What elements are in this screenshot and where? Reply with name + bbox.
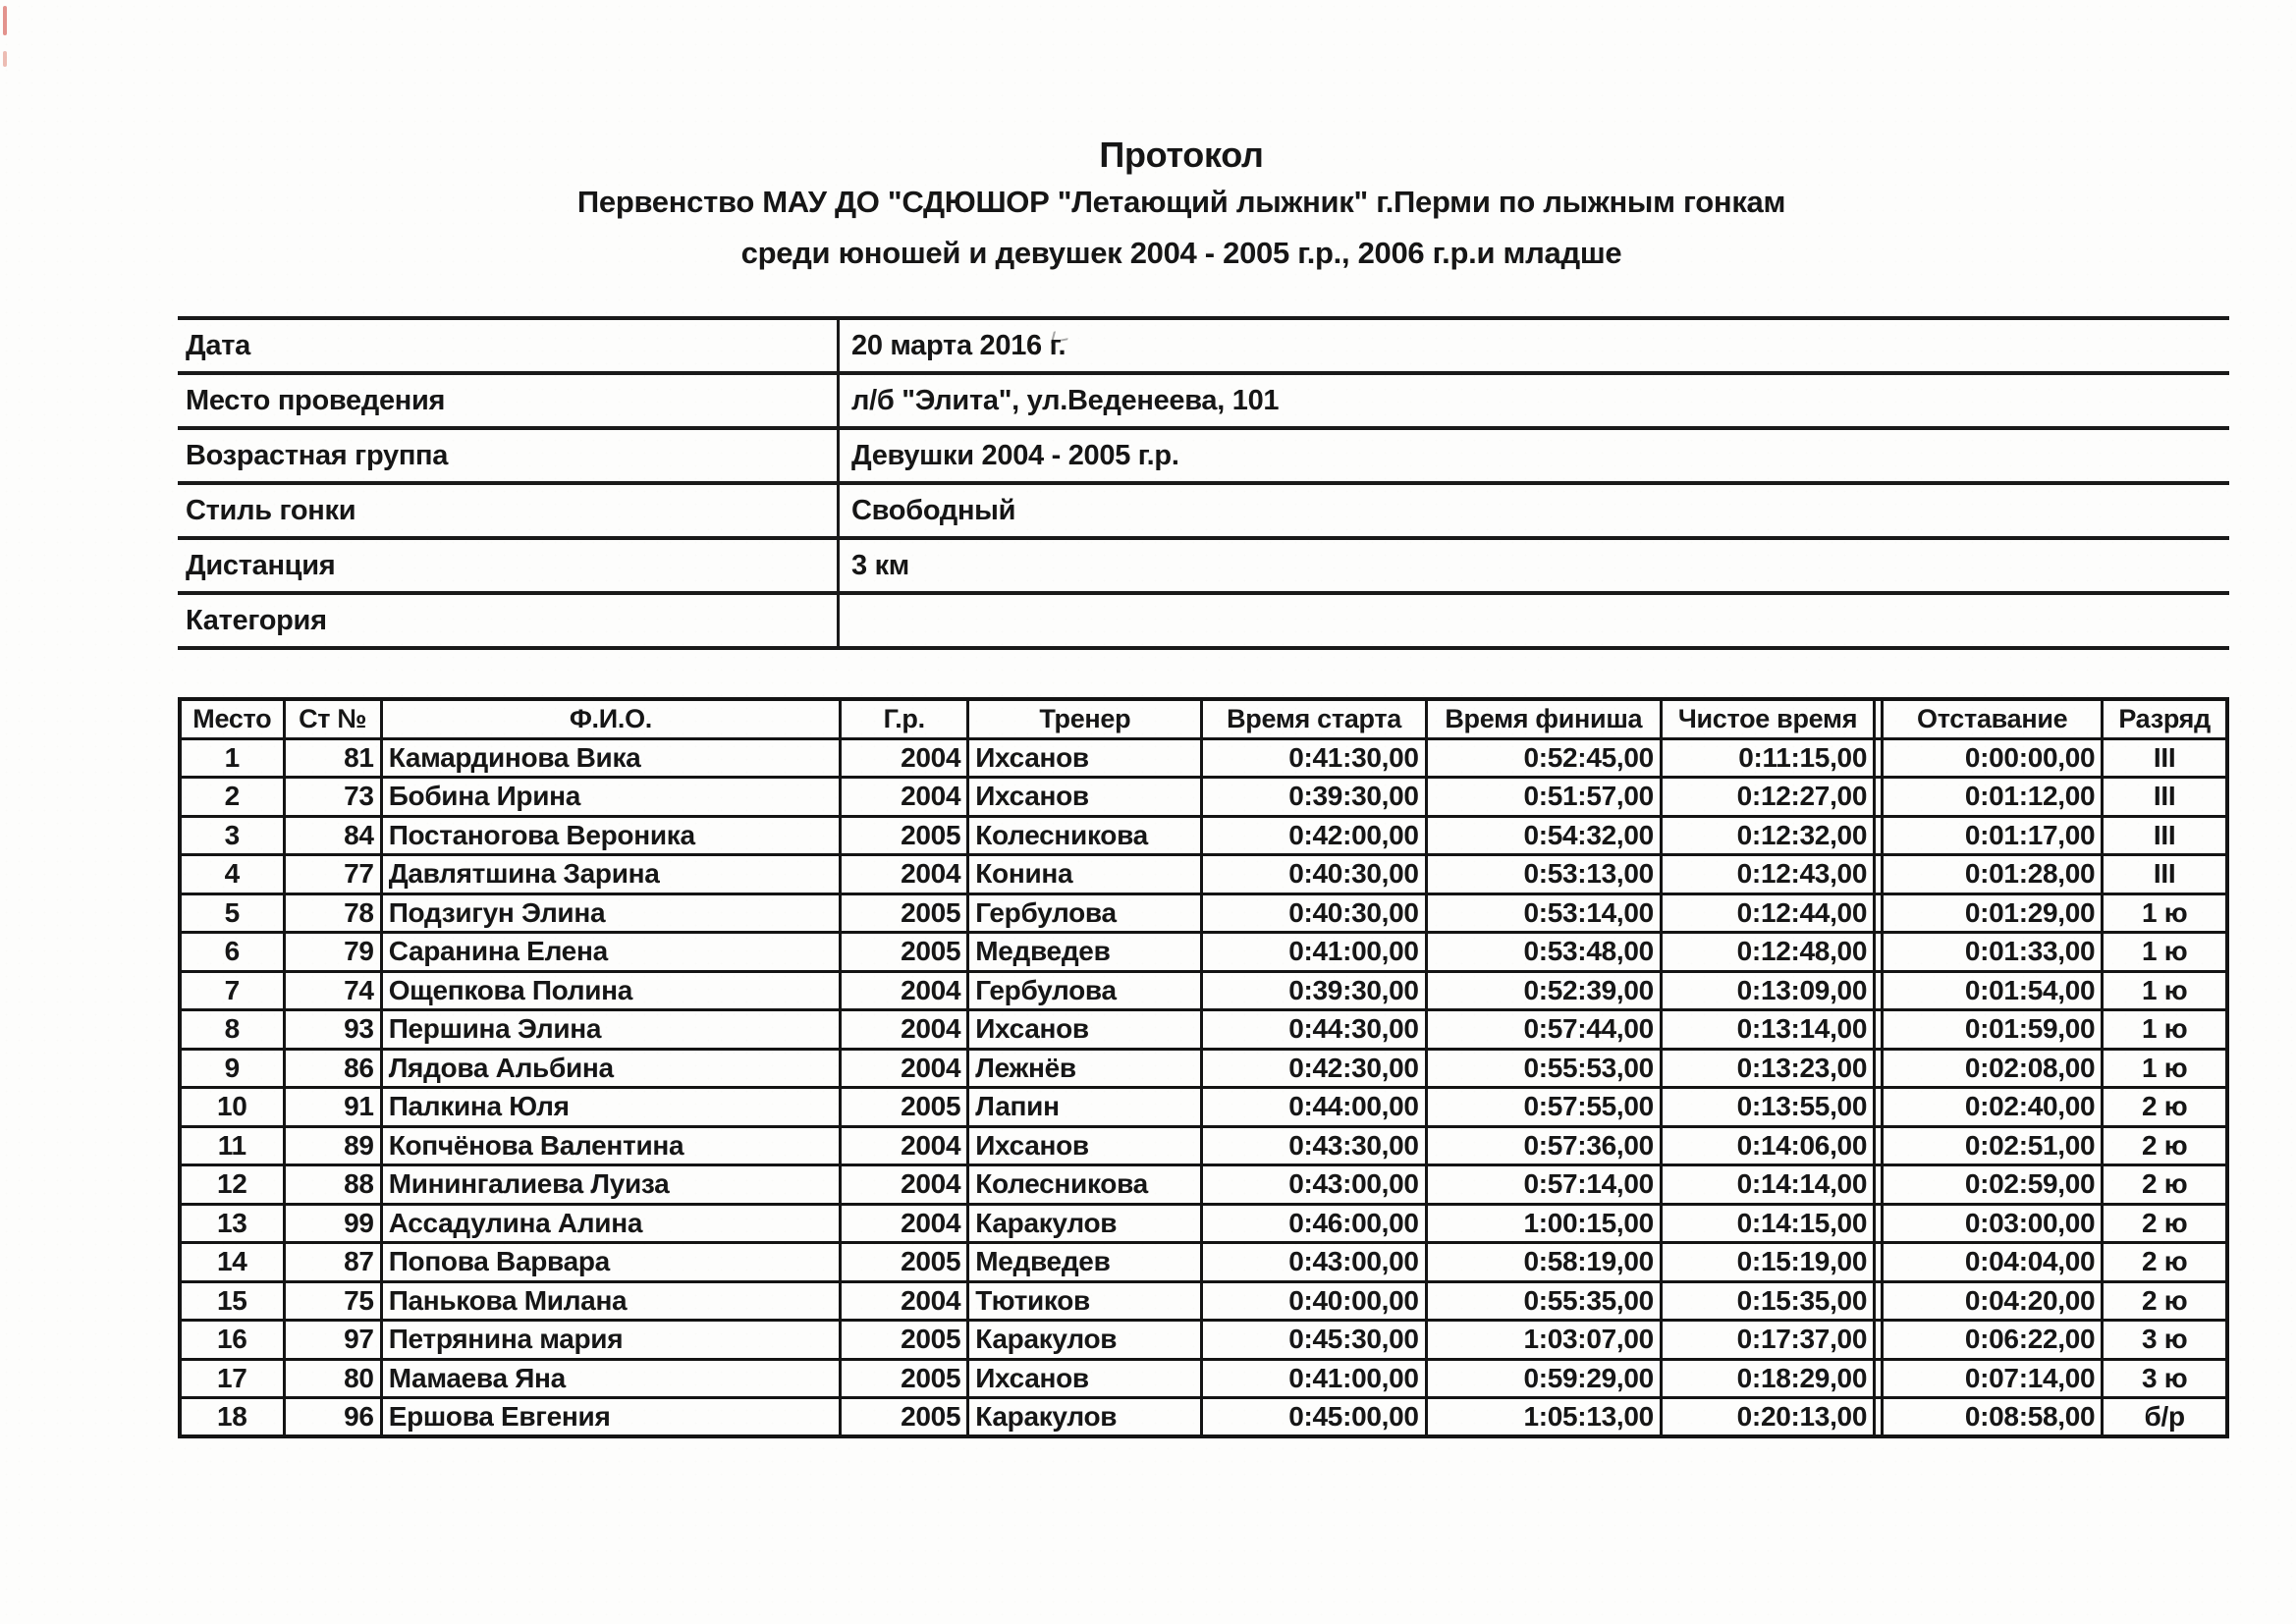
cell-net_time: 0:12:27,00 bbox=[1661, 778, 1874, 817]
meta-row-date bbox=[178, 316, 2229, 371]
cell-coach: Тютиков bbox=[968, 1281, 1202, 1321]
cell-start_time: 0:44:00,00 bbox=[1202, 1088, 1426, 1127]
cell-start_time: 0:45:30,00 bbox=[1202, 1321, 1426, 1360]
meta-value: 3 км bbox=[837, 540, 2229, 591]
cell-name: Панькова Милана bbox=[381, 1281, 840, 1321]
cell-year: 2004 bbox=[841, 778, 968, 817]
cell-net_time: 0:14:15,00 bbox=[1661, 1204, 1874, 1243]
cell-finish_time: 0:51:57,00 bbox=[1426, 778, 1661, 817]
cell-rank: 1 ю bbox=[2103, 933, 2227, 972]
cell-coach: Каракулов bbox=[968, 1204, 1202, 1243]
cell-gap: 0:01:59,00 bbox=[1883, 1010, 2103, 1050]
cell-net_time: 0:13:55,00 bbox=[1661, 1088, 1874, 1127]
cell-gap: 0:01:17,00 bbox=[1883, 816, 2103, 855]
cell-rank: 3 ю bbox=[2103, 1359, 2227, 1398]
meta-row-venue bbox=[178, 371, 2229, 426]
cell-name: Бобина Ирина bbox=[381, 778, 840, 817]
result-row bbox=[180, 1088, 2227, 1127]
cell-start_time: 0:42:30,00 bbox=[1202, 1049, 1426, 1088]
cell-rank: 2 ю bbox=[2103, 1243, 2227, 1282]
cell-gap: 0:00:00,00 bbox=[1883, 738, 2103, 778]
cell-year: 2005 bbox=[841, 1359, 968, 1398]
cell-rank: 1 ю bbox=[2103, 1049, 2227, 1088]
result-row bbox=[180, 1010, 2227, 1050]
cell-place: 13 bbox=[180, 1204, 284, 1243]
cell-name: Петрянина мария bbox=[381, 1321, 840, 1360]
cell-net_time: 0:13:09,00 bbox=[1661, 971, 1874, 1010]
meta-value bbox=[837, 595, 2229, 646]
event-info-table bbox=[178, 316, 2229, 650]
meta-label: Дата bbox=[186, 329, 250, 361]
cell-place: 10 bbox=[180, 1088, 284, 1127]
cell-finish_time: 0:57:55,00 bbox=[1426, 1088, 1661, 1127]
meta-label: Дистанция bbox=[186, 549, 336, 581]
double-rule-spacer bbox=[1875, 1281, 1883, 1321]
cell-start_time: 0:42:00,00 bbox=[1202, 816, 1426, 855]
cell-bib: 74 bbox=[284, 971, 381, 1010]
cell-coach: Лапин bbox=[968, 1088, 1202, 1127]
cell-coach: Каракулов bbox=[968, 1321, 1202, 1360]
document-header bbox=[0, 134, 2296, 279]
cell-bib: 79 bbox=[284, 933, 381, 972]
cell-gap: 0:03:00,00 bbox=[1883, 1204, 2103, 1243]
cell-name: Саранина Елена bbox=[381, 933, 840, 972]
result-row bbox=[180, 933, 2227, 972]
double-rule-spacer bbox=[1875, 699, 1883, 738]
cell-year: 2004 bbox=[841, 738, 968, 778]
result-row bbox=[180, 1243, 2227, 1282]
cell-place: 12 bbox=[180, 1165, 284, 1205]
cell-net_time: 0:15:35,00 bbox=[1661, 1281, 1874, 1321]
cell-bib: 93 bbox=[284, 1010, 381, 1050]
cell-net_time: 0:13:14,00 bbox=[1661, 1010, 1874, 1050]
meta-value: 20 марта 2016 г. bbox=[837, 320, 2229, 371]
cell-year: 2004 bbox=[841, 971, 968, 1010]
double-rule-spacer bbox=[1875, 1126, 1883, 1165]
cell-gap: 0:06:22,00 bbox=[1883, 1321, 2103, 1360]
cell-year: 2004 bbox=[841, 1126, 968, 1165]
cell-finish_time: 0:52:39,00 bbox=[1426, 971, 1661, 1010]
cell-rank: 3 ю bbox=[2103, 1321, 2227, 1360]
double-rule-spacer bbox=[1875, 933, 1883, 972]
cell-place: 8 bbox=[180, 1010, 284, 1050]
cell-year: 2004 bbox=[841, 1165, 968, 1205]
double-rule-spacer bbox=[1875, 855, 1883, 894]
cell-name: Подзигун Элина bbox=[381, 893, 840, 933]
cell-net_time: 0:14:14,00 bbox=[1661, 1165, 1874, 1205]
cell-net_time: 0:12:43,00 bbox=[1661, 855, 1874, 894]
cell-net_time: 0:18:29,00 bbox=[1661, 1359, 1874, 1398]
cell-coach: Каракулов bbox=[968, 1398, 1202, 1437]
cell-year: 2005 bbox=[841, 1321, 968, 1360]
cell-finish_time: 1:00:15,00 bbox=[1426, 1204, 1661, 1243]
col-header-rank: Разряд bbox=[2103, 699, 2227, 738]
meta-row-age-group bbox=[178, 426, 2229, 481]
cell-bib: 88 bbox=[284, 1165, 381, 1205]
cell-coach: Медведев bbox=[968, 933, 1202, 972]
results-table-header bbox=[180, 699, 2227, 738]
cell-rank: 2 ю bbox=[2103, 1126, 2227, 1165]
cell-start_time: 0:43:00,00 bbox=[1202, 1165, 1426, 1205]
cell-start_time: 0:41:00,00 bbox=[1202, 933, 1426, 972]
cell-name: Минингалиева Луиза bbox=[381, 1165, 840, 1205]
cell-year: 2005 bbox=[841, 893, 968, 933]
cell-place: 14 bbox=[180, 1243, 284, 1282]
cell-start_time: 0:41:00,00 bbox=[1202, 1359, 1426, 1398]
cell-place: 9 bbox=[180, 1049, 284, 1088]
cell-finish_time: 1:03:07,00 bbox=[1426, 1321, 1661, 1360]
double-rule-spacer bbox=[1875, 1398, 1883, 1437]
cell-rank: III bbox=[2103, 855, 2227, 894]
cell-gap: 0:07:14,00 bbox=[1883, 1359, 2103, 1398]
result-row bbox=[180, 1049, 2227, 1088]
cell-coach: Медведев bbox=[968, 1243, 1202, 1282]
cell-bib: 89 bbox=[284, 1126, 381, 1165]
col-header-name: Ф.И.О. bbox=[381, 699, 840, 738]
cell-gap: 0:01:12,00 bbox=[1883, 778, 2103, 817]
cell-place: 15 bbox=[180, 1281, 284, 1321]
result-row bbox=[180, 738, 2227, 778]
double-rule-spacer bbox=[1875, 1049, 1883, 1088]
double-rule-spacer bbox=[1875, 1088, 1883, 1127]
cell-start_time: 0:41:30,00 bbox=[1202, 738, 1426, 778]
cell-year: 2004 bbox=[841, 855, 968, 894]
result-row bbox=[180, 816, 2227, 855]
meta-label: Категория bbox=[186, 604, 327, 636]
cell-finish_time: 0:52:45,00 bbox=[1426, 738, 1661, 778]
cell-net_time: 0:12:48,00 bbox=[1661, 933, 1874, 972]
cell-start_time: 0:40:30,00 bbox=[1202, 855, 1426, 894]
cell-finish_time: 1:05:13,00 bbox=[1426, 1398, 1661, 1437]
result-row bbox=[180, 1126, 2227, 1165]
col-header-finish-time: Время финиша bbox=[1426, 699, 1661, 738]
cell-coach: Колесникова bbox=[968, 1165, 1202, 1205]
cell-coach: Ихсанов bbox=[968, 738, 1202, 778]
results-table-body bbox=[180, 738, 2227, 1436]
result-row bbox=[180, 1204, 2227, 1243]
cell-net_time: 0:12:44,00 bbox=[1661, 893, 1874, 933]
subtitle-line-2: среди юношей и девушек 2004 - 2005 г.р., 2006 г.р.и младше bbox=[740, 236, 1622, 270]
cell-bib: 97 bbox=[284, 1321, 381, 1360]
cell-finish_time: 0:53:14,00 bbox=[1426, 893, 1661, 933]
meta-value: л/б "Элита", ул.Веденеева, 101 bbox=[837, 375, 2229, 426]
cell-name: Лядова Альбина bbox=[381, 1049, 840, 1088]
cell-place: 5 bbox=[180, 893, 284, 933]
cell-gap: 0:02:51,00 bbox=[1883, 1126, 2103, 1165]
cell-coach: Конина bbox=[968, 855, 1202, 894]
cell-year: 2005 bbox=[841, 933, 968, 972]
cell-bib: 84 bbox=[284, 816, 381, 855]
meta-label: Стиль гонки bbox=[186, 494, 356, 526]
cell-finish_time: 0:57:14,00 bbox=[1426, 1165, 1661, 1205]
cell-rank: 1 ю bbox=[2103, 1010, 2227, 1050]
meta-label: Возрастная группа bbox=[186, 439, 449, 471]
cell-rank: 2 ю bbox=[2103, 1204, 2227, 1243]
cell-year: 2005 bbox=[841, 1088, 968, 1127]
cell-finish_time: 0:55:35,00 bbox=[1426, 1281, 1661, 1321]
scan-artifact bbox=[3, 6, 7, 35]
cell-gap: 0:01:54,00 bbox=[1883, 971, 2103, 1010]
double-rule-spacer bbox=[1875, 1243, 1883, 1282]
double-rule-spacer bbox=[1875, 971, 1883, 1010]
double-rule-spacer bbox=[1875, 778, 1883, 817]
cell-finish_time: 0:53:48,00 bbox=[1426, 933, 1661, 972]
double-rule-spacer bbox=[1875, 1321, 1883, 1360]
cell-gap: 0:08:58,00 bbox=[1883, 1398, 2103, 1437]
cell-net_time: 0:12:32,00 bbox=[1661, 816, 1874, 855]
subtitle-line-1: Первенство МАУ ДО "СДЮШОР "Летающий лыжник" г.Перми по лыжным гонкам bbox=[576, 185, 1786, 219]
cell-year: 2004 bbox=[841, 1281, 968, 1321]
cell-gap: 0:02:59,00 bbox=[1883, 1165, 2103, 1205]
cell-start_time: 0:39:30,00 bbox=[1202, 778, 1426, 817]
cell-place: 1 bbox=[180, 738, 284, 778]
meta-row-style bbox=[178, 481, 2229, 536]
meta-row-category bbox=[178, 591, 2229, 650]
cell-gap: 0:02:08,00 bbox=[1883, 1049, 2103, 1088]
cell-gap: 0:04:04,00 bbox=[1883, 1243, 2103, 1282]
page-title: Протокол bbox=[1099, 135, 1264, 175]
cell-coach: Ихсанов bbox=[968, 1359, 1202, 1398]
cell-year: 2004 bbox=[841, 1204, 968, 1243]
result-row bbox=[180, 1281, 2227, 1321]
meta-value: Свободный bbox=[837, 485, 2229, 536]
cell-gap: 0:01:29,00 bbox=[1883, 893, 2103, 933]
cell-name: Першина Элина bbox=[381, 1010, 840, 1050]
cell-name: Ощепкова Полина bbox=[381, 971, 840, 1010]
double-rule-spacer bbox=[1875, 1359, 1883, 1398]
meta-value: Девушки 2004 - 2005 г.р. bbox=[837, 430, 2229, 481]
cell-net_time: 0:17:37,00 bbox=[1661, 1321, 1874, 1360]
cell-rank: III bbox=[2103, 816, 2227, 855]
cell-rank: 1 ю bbox=[2103, 893, 2227, 933]
cell-name: Копчёнова Валентина bbox=[381, 1126, 840, 1165]
result-row bbox=[180, 1321, 2227, 1360]
cell-coach: Колесникова bbox=[968, 816, 1202, 855]
cell-finish_time: 0:57:36,00 bbox=[1426, 1126, 1661, 1165]
cell-start_time: 0:46:00,00 bbox=[1202, 1204, 1426, 1243]
cell-place: 18 bbox=[180, 1398, 284, 1437]
col-header-coach: Тренер bbox=[968, 699, 1202, 738]
cell-bib: 96 bbox=[284, 1398, 381, 1437]
cell-gap: 0:04:20,00 bbox=[1883, 1281, 2103, 1321]
result-row bbox=[180, 778, 2227, 817]
cell-place: 3 bbox=[180, 816, 284, 855]
double-rule-spacer bbox=[1875, 1010, 1883, 1050]
cell-place: 11 bbox=[180, 1126, 284, 1165]
result-row bbox=[180, 893, 2227, 933]
result-row bbox=[180, 1165, 2227, 1205]
col-header-year: Г.р. bbox=[841, 699, 968, 738]
cell-coach: Ихсанов bbox=[968, 1126, 1202, 1165]
cell-coach: Гербулова bbox=[968, 893, 1202, 933]
cell-finish_time: 0:58:19,00 bbox=[1426, 1243, 1661, 1282]
cell-place: 16 bbox=[180, 1321, 284, 1360]
cell-year: 2004 bbox=[841, 1010, 968, 1050]
cell-coach: Ихсанов bbox=[968, 778, 1202, 817]
cell-finish_time: 0:55:53,00 bbox=[1426, 1049, 1661, 1088]
cell-place: 6 bbox=[180, 933, 284, 972]
cell-name: Камардинова Вика bbox=[381, 738, 840, 778]
cell-bib: 78 bbox=[284, 893, 381, 933]
cell-name: Попова Варвара bbox=[381, 1243, 840, 1282]
cell-rank: 1 ю bbox=[2103, 971, 2227, 1010]
result-row bbox=[180, 1398, 2227, 1437]
cell-name: Давлятшина Зарина bbox=[381, 855, 840, 894]
cell-start_time: 0:39:30,00 bbox=[1202, 971, 1426, 1010]
cell-start_time: 0:43:30,00 bbox=[1202, 1126, 1426, 1165]
cell-gap: 0:01:28,00 bbox=[1883, 855, 2103, 894]
double-rule-spacer bbox=[1875, 1204, 1883, 1243]
col-header-place: Место bbox=[180, 699, 284, 738]
meta-row-distance bbox=[178, 536, 2229, 591]
cell-coach: Лежнёв bbox=[968, 1049, 1202, 1088]
cell-bib: 77 bbox=[284, 855, 381, 894]
cell-name: Постаногова Вероника bbox=[381, 816, 840, 855]
cell-gap: 0:02:40,00 bbox=[1883, 1088, 2103, 1127]
cell-bib: 81 bbox=[284, 738, 381, 778]
cell-bib: 91 bbox=[284, 1088, 381, 1127]
cell-name: Ершова Евгения bbox=[381, 1398, 840, 1437]
cell-finish_time: 0:53:13,00 bbox=[1426, 855, 1661, 894]
cell-bib: 80 bbox=[284, 1359, 381, 1398]
cell-net_time: 0:11:15,00 bbox=[1661, 738, 1874, 778]
cell-net_time: 0:15:19,00 bbox=[1661, 1243, 1874, 1282]
cell-name: Палкина Юля bbox=[381, 1088, 840, 1127]
cell-gap: 0:01:33,00 bbox=[1883, 933, 2103, 972]
meta-label: Место проведения bbox=[186, 384, 446, 416]
cell-place: 7 bbox=[180, 971, 284, 1010]
cell-start_time: 0:40:30,00 bbox=[1202, 893, 1426, 933]
cell-net_time: 0:14:06,00 bbox=[1661, 1126, 1874, 1165]
cell-finish_time: 0:57:44,00 bbox=[1426, 1010, 1661, 1050]
cell-start_time: 0:45:00,00 bbox=[1202, 1398, 1426, 1437]
cell-bib: 87 bbox=[284, 1243, 381, 1282]
cell-bib: 75 bbox=[284, 1281, 381, 1321]
result-row bbox=[180, 1359, 2227, 1398]
cell-start_time: 0:44:30,00 bbox=[1202, 1010, 1426, 1050]
cell-year: 2005 bbox=[841, 1398, 968, 1437]
cell-rank: 2 ю bbox=[2103, 1281, 2227, 1321]
cell-year: 2005 bbox=[841, 1243, 968, 1282]
col-header-net-time: Чистое время bbox=[1661, 699, 1874, 738]
double-rule-spacer bbox=[1875, 816, 1883, 855]
col-header-gap: Отставание bbox=[1883, 699, 2103, 738]
col-header-start-time: Время старта bbox=[1202, 699, 1426, 738]
cell-coach: Гербулова bbox=[968, 971, 1202, 1010]
cell-bib: 86 bbox=[284, 1049, 381, 1088]
double-rule-spacer bbox=[1875, 893, 1883, 933]
cell-finish_time: 0:54:32,00 bbox=[1426, 816, 1661, 855]
cell-bib: 73 bbox=[284, 778, 381, 817]
cell-net_time: 0:20:13,00 bbox=[1661, 1398, 1874, 1437]
cell-rank: б/р bbox=[2103, 1398, 2227, 1437]
cell-name: Ассадулина Алина bbox=[381, 1204, 840, 1243]
cell-rank: 2 ю bbox=[2103, 1165, 2227, 1205]
col-header-bib: Ст № bbox=[284, 699, 381, 738]
cell-rank: 2 ю bbox=[2103, 1088, 2227, 1127]
cell-year: 2005 bbox=[841, 816, 968, 855]
cell-year: 2004 bbox=[841, 1049, 968, 1088]
results-table bbox=[178, 697, 2229, 1438]
scan-artifact bbox=[3, 51, 7, 67]
cell-rank: III bbox=[2103, 738, 2227, 778]
cell-place: 17 bbox=[180, 1359, 284, 1398]
cell-start_time: 0:40:00,00 bbox=[1202, 1281, 1426, 1321]
cell-name: Мамаева Яна bbox=[381, 1359, 840, 1398]
result-row bbox=[180, 971, 2227, 1010]
double-rule-spacer bbox=[1875, 1165, 1883, 1205]
cell-place: 4 bbox=[180, 855, 284, 894]
cell-start_time: 0:43:00,00 bbox=[1202, 1243, 1426, 1282]
cell-coach: Ихсанов bbox=[968, 1010, 1202, 1050]
result-row bbox=[180, 855, 2227, 894]
cell-rank: III bbox=[2103, 778, 2227, 817]
cell-place: 2 bbox=[180, 778, 284, 817]
header-row bbox=[180, 699, 2227, 738]
cell-bib: 99 bbox=[284, 1204, 381, 1243]
cell-finish_time: 0:59:29,00 bbox=[1426, 1359, 1661, 1398]
cell-net_time: 0:13:23,00 bbox=[1661, 1049, 1874, 1088]
double-rule-spacer bbox=[1875, 738, 1883, 778]
